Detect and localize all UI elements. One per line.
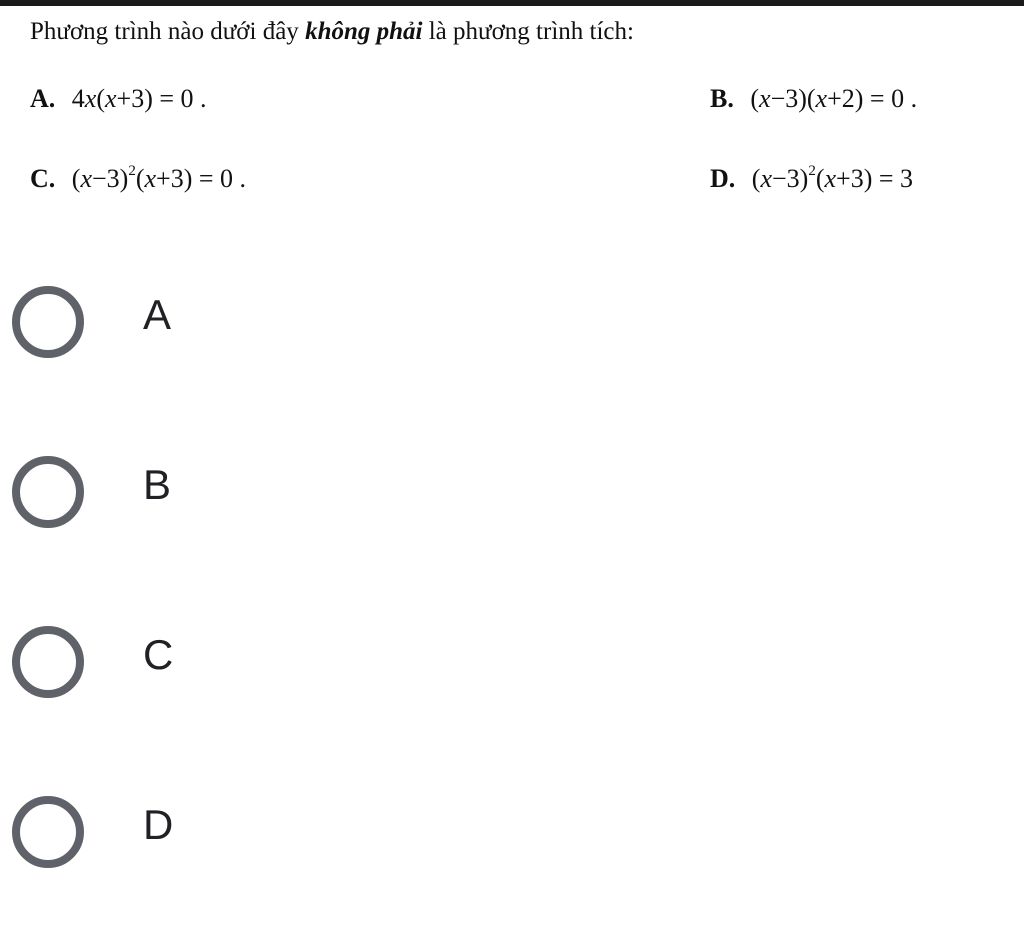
- option-letter: B.: [710, 84, 734, 113]
- answer-choice-label: B: [143, 461, 172, 508]
- stem-emphasis: không phải: [305, 18, 423, 45]
- option-c: [30, 163, 246, 194]
- option-letter: A.: [30, 84, 56, 113]
- answer-choice-d[interactable]: [0, 780, 1024, 900]
- option-expression: 4x(x+3) = 0 .: [71, 84, 207, 113]
- option-letter: C.: [30, 164, 56, 193]
- answer-choice-label: D: [143, 801, 174, 848]
- question-image: [0, 6, 1024, 236]
- option-a: [30, 84, 207, 114]
- answer-choice-label: C: [143, 631, 174, 678]
- answer-choice-c[interactable]: [0, 610, 1024, 730]
- option-expression: $(x-3)^2(x+3) = 0$ .: [71, 163, 247, 193]
- radio-button-icon[interactable]: [12, 626, 84, 698]
- stem-text-after: là phương trình tích:: [422, 18, 634, 45]
- radio-button-icon[interactable]: [12, 456, 84, 528]
- option-expression: (x−3)(x+2) = 0 .: [750, 84, 918, 113]
- option-b: [710, 84, 917, 114]
- radio-button-icon[interactable]: [12, 796, 84, 868]
- option-d: [710, 163, 913, 194]
- answer-choice-label: A: [143, 291, 172, 338]
- option-letter: D.: [710, 164, 736, 193]
- answer-choice-b[interactable]: [0, 440, 1024, 560]
- radio-button-icon[interactable]: [12, 286, 84, 358]
- stem-text-before: Phương trình nào dưới đây: [30, 18, 306, 45]
- answer-choice-a[interactable]: [0, 270, 1024, 390]
- question-stem: [30, 18, 634, 46]
- option-expression: $(x-3)^2(x+3) = 3$: [751, 163, 914, 193]
